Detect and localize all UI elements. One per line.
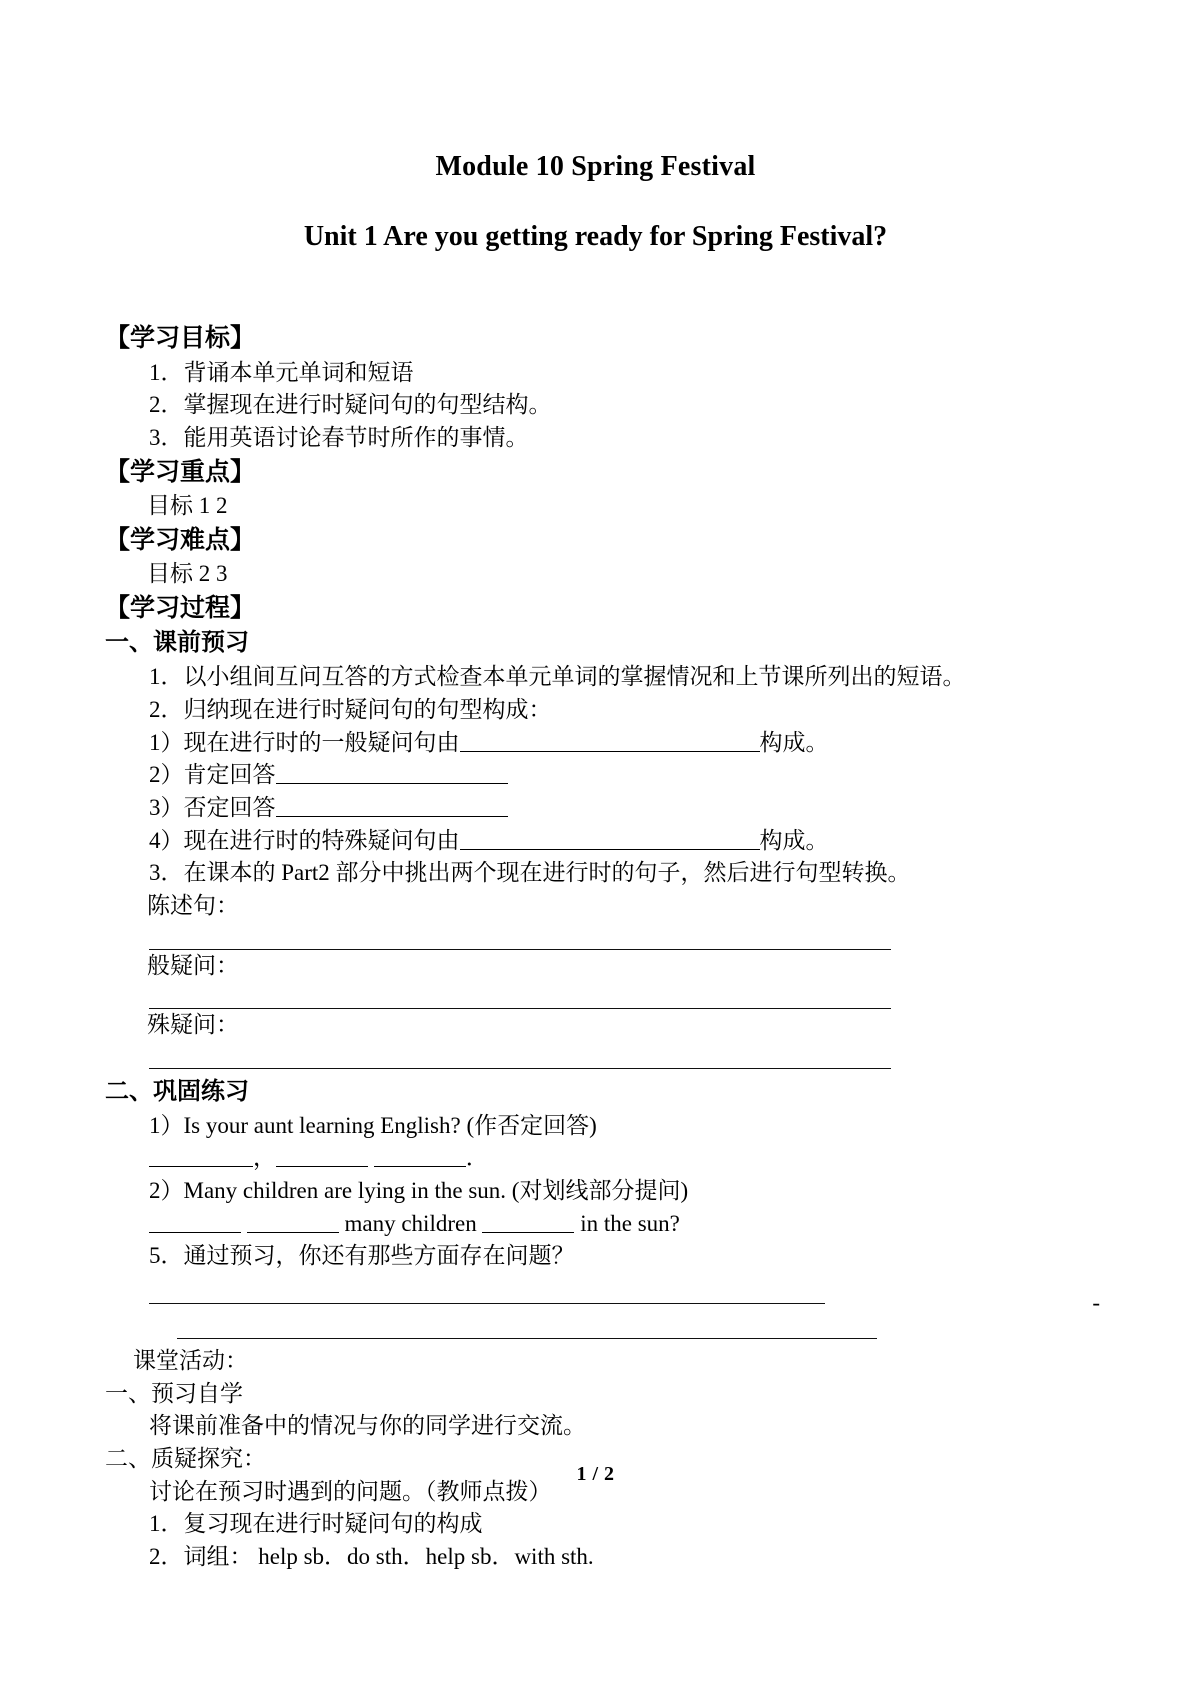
answer1-blank-2[interactable] [276,1143,368,1167]
answer1-period: ． [465,1145,489,1171]
sub2-blank-input[interactable] [276,760,508,784]
classroom-section-one-body: 将课前准备中的情况与你的同学进行交流。 [149,1413,586,1439]
practice-write-line-2[interactable] [177,1338,877,1339]
key-points-body: 目标 1 2 [147,493,228,519]
wh-write-line[interactable] [149,1068,891,1069]
answer2-tail-text: in the sun? [580,1210,680,1236]
classroom-section-two-body: 讨论在预习时遇到的问题。（教师点拨） [149,1478,552,1504]
practice-question-2: 2）Many children are lying in the sun. (对划线部分提问) [149,1177,689,1203]
practice-write-line-1[interactable] [149,1289,1100,1315]
answer1-comma: ， [253,1145,276,1171]
yesno-label: 般疑问： [147,952,239,978]
process-heading: 【学习过程】 [105,594,256,622]
sub4-prefix-text: 4）现在进行时的特殊疑问句由 [149,827,460,853]
classroom-section-one-heading: 一、预习自学 [105,1380,243,1406]
classroom-section-two-heading: 二、质疑探究： [105,1445,266,1471]
classroom-section [105,1345,1086,1574]
answer1-blank-1[interactable] [149,1143,253,1167]
spacer [105,1273,1086,1303]
objectives-heading: 【学习目标】 [105,325,256,353]
process-sub-item-3 [105,792,1086,825]
practice-heading: 二、巩固练习 [105,1078,249,1105]
statement-label: 陈述句： [147,892,239,918]
process-sub-item-1 [105,727,1086,760]
objective-item-2: 2．掌握现在进行时疑问句的句型结构。 [149,392,552,418]
process-item-2: 2．归纳现在进行时疑问句的句型构成： [149,696,552,722]
sub3-blank-input[interactable] [276,792,508,816]
process-section-one-heading: 一、课前预习 [105,630,249,657]
process-item-3: 3．在课本的 Part2 部分中挑出两个现在进行时的句子，然后进行句型转换。 [149,860,911,886]
practice-question-1: 1）Is your aunt learning English? (作否定回答) [149,1112,597,1138]
sub1-blank-input[interactable] [460,727,760,751]
objective-item-3: 3．能用英语讨论春节时所作的事情。 [149,425,529,450]
answer2-mid-text: many children [344,1210,477,1236]
process-section [105,591,1086,1069]
answer2-blank-1[interactable] [149,1208,241,1232]
sub1-suffix-text: 构成。 [759,729,829,755]
page-number: 1 / 2 [576,1463,615,1485]
page-subtitle: Unit 1 Are you getting ready for Spring Festival? [303,220,888,252]
spacer [105,982,1086,1008]
spacer [105,1042,1086,1068]
difficult-points-heading: 【学习难点】 [105,526,256,554]
difficult-points-section [105,523,1086,591]
page-title: Module 10 Spring Festival [435,151,756,182]
difficult-points-body: 目标 2 3 [147,561,228,587]
trailing-hyphen: - [1092,1289,1100,1315]
sub4-blank-input[interactable] [460,825,760,849]
process-item-1: 1．以小组间互问互答的方式检查本单元单词的掌握情况和上节课所列出的短语。 [149,664,966,690]
answer1-blank-3[interactable] [374,1143,466,1167]
practice-write-line-1-row [105,1289,1100,1315]
practice-section [105,1075,1100,1339]
key-points-section [105,455,1086,523]
classroom-item-2: 2．词组： help sb．do sth．help sb．with sth. [149,1543,594,1569]
process-sub-item-4 [105,825,1086,858]
practice-question-5: 5．通过预习，你还有那些方面存在问题？ [149,1243,575,1269]
answer2-blank-3[interactable] [482,1208,574,1232]
key-points-heading: 【学习重点】 [105,458,256,486]
classroom-label: 课堂活动： [133,1347,248,1373]
sub4-suffix-text: 构成。 [759,827,829,853]
sub1-prefix-text: 1）现在进行时的一般疑问句由 [149,729,460,755]
process-sub-item-2 [105,759,1086,792]
spacer [105,253,1086,287]
objective-item-1: 1．背诵本单元单词和短语 [149,359,414,385]
practice-answer-2 [105,1208,1086,1241]
classroom-item-1: 1．复习现在进行时疑问句的构成 [149,1511,483,1537]
practice-answer-1 [105,1142,1086,1175]
spacer [105,923,1086,949]
answer2-blank-2[interactable] [247,1208,339,1232]
sub3-prefix-text: 3）否定回答 [149,794,276,820]
spacer [105,1304,1086,1338]
sub2-prefix-text: 2）肯定回答 [149,762,276,788]
wh-label: 殊疑问： [147,1012,239,1038]
objectives-section [105,321,1086,454]
